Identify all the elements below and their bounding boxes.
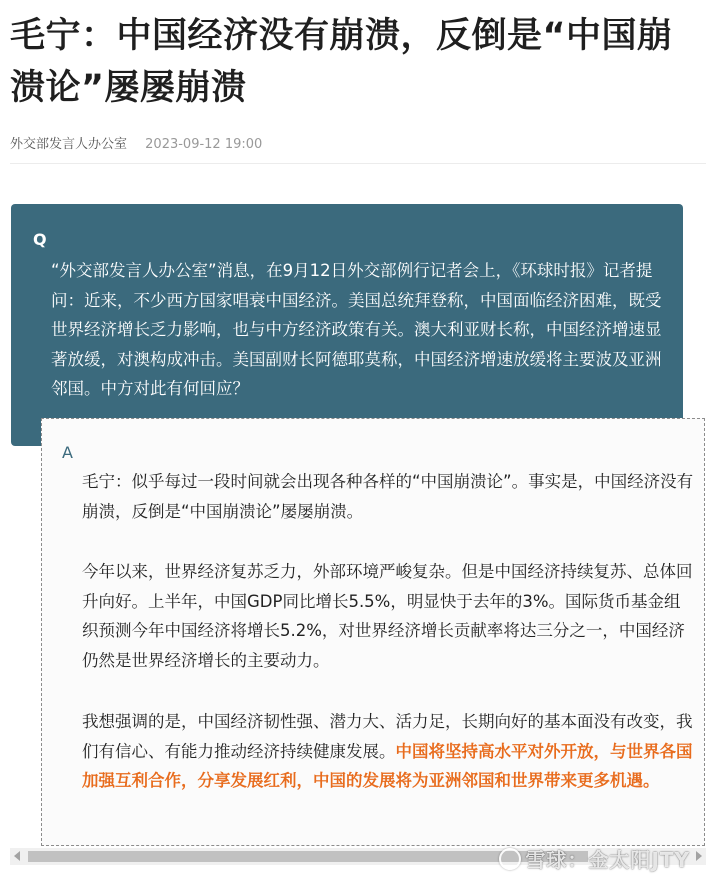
article-date: 2023-09-12 19:00 [145, 137, 263, 152]
article-meta [10, 133, 262, 152]
scroll-left-arrow-icon[interactable] [14, 851, 20, 861]
answer-paragraph-1: 毛宁：似乎每过一段时间就会出现各种各样的“中国崩溃论”。事实是，中国经济没有崩溃，反倒是“中国崩溃论”屡屡崩溃。 [82, 472, 694, 521]
xueqiu-logo-icon [499, 848, 521, 870]
answer-box [41, 418, 705, 846]
watermark-text: 雪球：金太阳JTY [525, 848, 690, 872]
article-source[interactable]: 外交部发言人办公室 [10, 137, 128, 152]
answer-paragraph-3-text: 我想强调的是，中国经济韧性强、潜力大、活力足，长期向好的基本面没有改变，我们有信心、有能力推动经济持续健康发展。 [82, 712, 693, 761]
scroll-right-arrow-icon[interactable] [696, 851, 702, 861]
question-label: Q [33, 230, 47, 249]
answer-paragraph-2: 今年以来，世界经济复苏乏力，外部环境严峻复杂。但是中国经济持续复苏、总体回升向好。上半年，中国GDP同比增长5.5%，明显快于去年的3%。国际货币基金组织预测今年中国经济将增长5.2%，对世界经济增长贡献率将达三分之一，中国经济仍然是世界经济增长的主要动力。 [82, 562, 693, 670]
article-title: 毛宁：中国经济没有崩溃，反倒是“中国崩溃论”屡屡崩溃 [10, 16, 673, 108]
watermark [499, 844, 690, 873]
answer-paragraph-3 [82, 707, 694, 796]
answer-label: A [62, 443, 73, 462]
answer-highlight-text: 中国将坚持高水平对外开放，与世界各国加强互利合作，分享发展红利，中国的发展将为亚洲邻国和世界带来更多机遇。 [82, 741, 693, 790]
question-text: “外交部发言人办公室”消息，在9月12日外交部例行记者会上，《环球时报》记者提问：近来，不少西方国家唱衰中国经济。美国总统拜登称，中国面临经济困难，既受世界经济增长乏力影响，也与中方经济政策有关。澳大利亚财长称，中国经济增速显著放缓，对澳构成冲击。美国副财长阿德耶莫称，中国经济增速放缓将主要波及亚洲邻国。中方对此有何回应？ [51, 261, 662, 398]
header-divider [10, 163, 706, 164]
question-box [11, 204, 683, 446]
